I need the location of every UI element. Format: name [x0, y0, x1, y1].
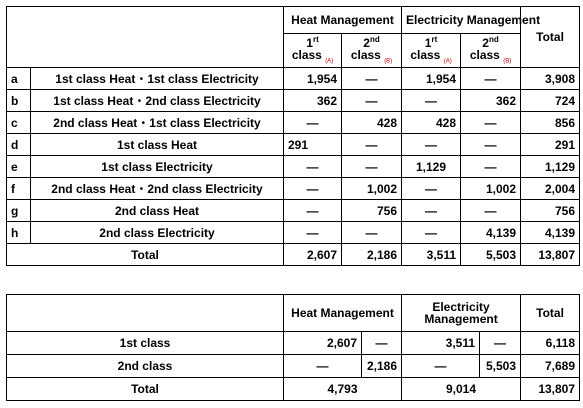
heat-management-header: Heat Management [284, 7, 402, 34]
row-label: 1st class [7, 332, 284, 355]
elec-second-value: 4,139 [461, 222, 521, 244]
elec-first-value: — [402, 355, 480, 378]
corner-cell [7, 7, 284, 68]
heat-second-total: 2,186 [342, 244, 402, 266]
elec-second-total: 5,503 [461, 244, 521, 266]
table-row [7, 332, 580, 355]
elec-first-value: 428 [402, 112, 461, 134]
row-key: h [7, 222, 31, 244]
heat-first-value: 2,607 [284, 332, 362, 355]
heat-second-value: 1,002 [342, 178, 402, 200]
heat-first-value: — [284, 355, 362, 378]
row-label: 2nd class Heat [31, 200, 284, 222]
electricity-management-header: Electricity Management [402, 295, 521, 332]
classification-table [6, 6, 580, 266]
heat-first-value: 291 [284, 134, 342, 156]
total-row [7, 244, 580, 266]
elec-second-value: — [461, 112, 521, 134]
heat-second-value: 756 [342, 200, 402, 222]
elec-first-class-header: $1^{rt}$ class $_{(A)}$ [402, 34, 461, 68]
table-row [7, 156, 580, 178]
elec-first-value: — [402, 178, 461, 200]
table-row [7, 355, 580, 378]
row-total: 291 [521, 134, 580, 156]
row-label: 1st class Heat・2nd class Electricity [31, 90, 284, 112]
elec-second-value: 362 [461, 90, 521, 112]
grand-total: 13,807 [521, 244, 580, 266]
heat-second-value: 2,186 [362, 355, 402, 378]
row-key: g [7, 200, 31, 222]
heat-first-value: — [284, 112, 342, 134]
heat-second-value: — [342, 222, 402, 244]
row-total: 3,908 [521, 68, 580, 90]
table-row [7, 68, 580, 90]
heat-first-value: 1,954 [284, 68, 342, 90]
elec-second-value: — [461, 156, 521, 178]
elec-second-value: 1,002 [461, 178, 521, 200]
row-label: 2nd class Heat・2nd class Electricity [31, 178, 284, 200]
row-key: d [7, 134, 31, 156]
elec-first-total: 3,511 [402, 244, 461, 266]
heat-second-value: — [362, 332, 402, 355]
row-total: 2,004 [521, 178, 580, 200]
table-row [7, 90, 580, 112]
heat-first-total: 2,607 [284, 244, 342, 266]
grand-total: 13,807 [521, 378, 580, 401]
heat-first-value: — [284, 222, 342, 244]
elec-second-value: 5,503 [480, 355, 521, 378]
table-row [7, 178, 580, 200]
table-row [7, 112, 580, 134]
row-total: 1,129 [521, 156, 580, 178]
elec-first-value: 3,511 [402, 332, 480, 355]
row-key: c [7, 112, 31, 134]
heat-first-value: — [284, 156, 342, 178]
total-header: Total [521, 295, 580, 332]
total-header: Total [521, 7, 580, 68]
row-label: 1st class Electricity [31, 156, 284, 178]
elec-total: 9,014 [402, 378, 521, 401]
row-label: 2nd class Electricity [31, 222, 284, 244]
row-total: 756 [521, 200, 580, 222]
row-label: 1st class Heat [31, 134, 284, 156]
summary-table [6, 294, 580, 401]
heat-management-header: Heat Management [284, 295, 402, 332]
total-row-label: Total [7, 244, 284, 266]
table-row [7, 200, 580, 222]
heat-first-class-header: $1^{rt}$ class $_{(A)}$ [284, 34, 342, 68]
heat-second-value: — [342, 90, 402, 112]
elec-second-value: — [480, 332, 521, 355]
elec-second-value: — [461, 200, 521, 222]
total-row-label: Total [7, 378, 284, 401]
heat-first-value: — [284, 178, 342, 200]
corner-cell [7, 295, 284, 332]
row-key: a [7, 68, 31, 90]
heat-first-value: — [284, 200, 342, 222]
elec-first-value: — [402, 200, 461, 222]
row-key: b [7, 90, 31, 112]
row-key: e [7, 156, 31, 178]
electricity-management-header: Electricity Management [402, 7, 521, 34]
row-label: 2nd class [7, 355, 284, 378]
table-row [7, 222, 580, 244]
heat-total: 4,793 [284, 378, 402, 401]
elec-first-value: — [402, 134, 461, 156]
heat-second-value: — [342, 156, 402, 178]
row-key: f [7, 178, 31, 200]
row-total: 7,689 [521, 355, 580, 378]
total-row [7, 378, 580, 401]
heat-first-value: 362 [284, 90, 342, 112]
elec-first-value: — [402, 90, 461, 112]
elec-first-value: — [402, 222, 461, 244]
elec-second-class-header: 2nd class $_{(B)}$ [461, 34, 521, 68]
row-label: 2nd class Heat・1st class Electricity [31, 112, 284, 134]
heat-second-class-header: 2nd class $_{(B)}$ [342, 34, 402, 68]
elec-second-value: — [461, 68, 521, 90]
row-total: 724 [521, 90, 580, 112]
heat-second-value: 428 [342, 112, 402, 134]
elec-second-value: — [461, 134, 521, 156]
row-total: 856 [521, 112, 580, 134]
row-label: 1st class Heat・1st class Electricity [31, 68, 284, 90]
table-row [7, 134, 580, 156]
elec-first-value: 1,129 [402, 156, 461, 178]
row-total: 4,139 [521, 222, 580, 244]
elec-first-value: 1,954 [402, 68, 461, 90]
heat-second-value: — [342, 68, 402, 90]
heat-second-value: — [342, 134, 402, 156]
row-total: 6,118 [521, 332, 580, 355]
